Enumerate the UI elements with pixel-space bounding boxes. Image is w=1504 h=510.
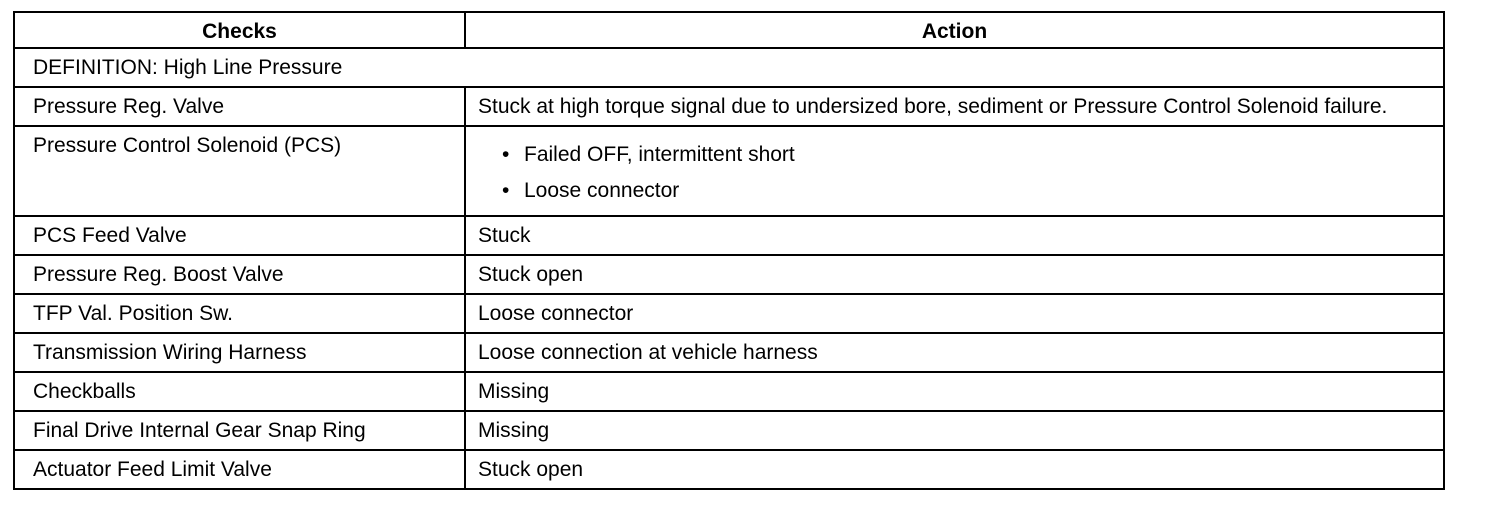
check-cell: Transmission Wiring Harness (14, 333, 465, 372)
action-cell (465, 126, 1444, 216)
action-cell: Stuck at high torque signal due to undersized bore, sediment or Pressure Control Solenoid failure. (465, 87, 1444, 126)
action-bullet-list (478, 137, 1433, 209)
check-cell: Final Drive Internal Gear Snap Ring (14, 411, 465, 450)
check-cell: PCS Feed Valve (14, 216, 465, 255)
table-row (14, 87, 1444, 126)
table-row (14, 126, 1444, 216)
table-row (14, 255, 1444, 294)
bullet-text: Loose connector (524, 179, 680, 202)
definition-text: DEFINITION: High Line Pressure (14, 48, 1444, 87)
action-bullet-item (500, 173, 1433, 209)
check-cell: Pressure Reg. Valve (14, 87, 465, 126)
check-cell: Pressure Reg. Boost Valve (14, 255, 465, 294)
bullet-text: Failed OFF, intermittent short (524, 143, 795, 166)
table-row (14, 333, 1444, 372)
bullet-icon: • (502, 143, 510, 166)
definition-row (14, 48, 1444, 87)
diagnostic-table (13, 11, 1445, 490)
diagnostic-table-container (13, 11, 1443, 490)
header-checks: Checks (14, 12, 465, 48)
check-cell: TFP Val. Position Sw. (14, 294, 465, 333)
action-cell: Loose connection at vehicle harness (465, 333, 1444, 372)
check-cell: Checkballs (14, 372, 465, 411)
table-row (14, 411, 1444, 450)
check-cell: Pressure Control Solenoid (PCS) (14, 126, 465, 216)
table-row (14, 216, 1444, 255)
action-bullet-item (500, 137, 1433, 173)
header-action: Action (465, 12, 1444, 48)
table-row (14, 372, 1444, 411)
action-cell: Loose connector (465, 294, 1444, 333)
bullet-icon: • (502, 179, 510, 202)
check-cell: Actuator Feed Limit Valve (14, 450, 465, 489)
action-cell: Stuck open (465, 255, 1444, 294)
action-cell: Stuck open (465, 450, 1444, 489)
action-cell: Missing (465, 411, 1444, 450)
table-row (14, 450, 1444, 489)
table-row (14, 294, 1444, 333)
header-row (14, 12, 1444, 48)
action-cell: Stuck (465, 216, 1444, 255)
action-cell: Missing (465, 372, 1444, 411)
